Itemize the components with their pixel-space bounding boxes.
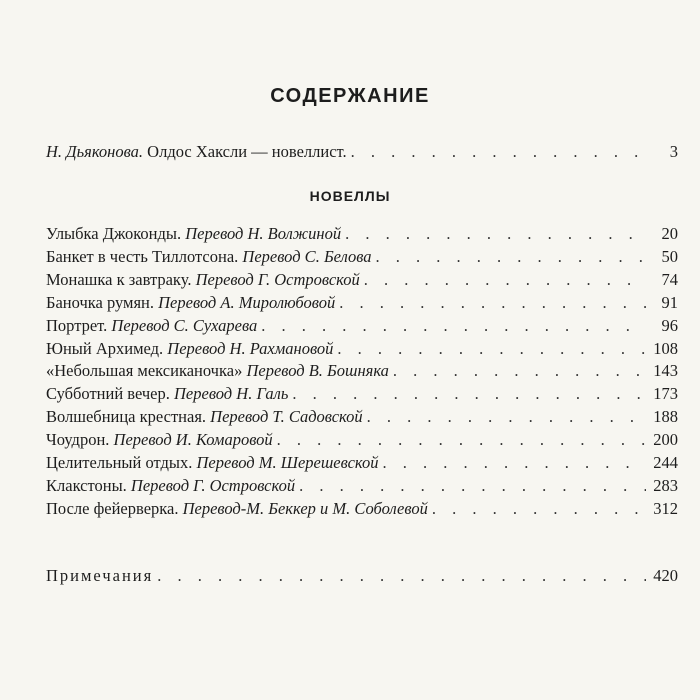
story-title: Чоудрон. xyxy=(46,430,114,450)
toc-entry xyxy=(46,498,678,520)
leader-dots xyxy=(393,360,646,382)
toc-entry xyxy=(46,360,678,382)
translator: Перевод И. Комаровой xyxy=(113,430,273,450)
page-number: 108 xyxy=(653,338,678,358)
translator: Перевод С. Белова xyxy=(242,246,372,266)
page-number: 91 xyxy=(661,292,678,312)
intro-title: Олдос Хаксли — новеллист. xyxy=(143,142,347,161)
story-title: Клакстоны. xyxy=(46,475,131,495)
toc-entry xyxy=(46,246,678,268)
page-number: 312 xyxy=(653,498,678,518)
story-title: Баночка румян. xyxy=(46,292,159,312)
translator: Перевод Н. Волжиной xyxy=(185,224,342,243)
story-title: Волшебница крестная. xyxy=(46,407,211,427)
story-title: Банкет в честь Тиллотсона. xyxy=(46,246,243,266)
toc-entry xyxy=(46,475,678,497)
toc-entry xyxy=(46,429,678,451)
leader-dots xyxy=(157,565,646,587)
toc-entry xyxy=(46,315,678,337)
page-number: 74 xyxy=(661,269,678,289)
toc-entry xyxy=(46,383,678,405)
toc-entry xyxy=(46,269,678,291)
leader-dots xyxy=(351,141,646,163)
translator: Перевод Н. Рахмановой xyxy=(167,338,334,358)
translator: Перевод Г. Островской xyxy=(130,475,296,495)
translator: Перевод В. Бошняка xyxy=(246,361,389,381)
intro-author: Н. Дьяконова. xyxy=(46,142,144,161)
page-number: 420 xyxy=(653,566,678,585)
story-title: «Небольшая мексиканочка» xyxy=(46,361,247,381)
page-number: 96 xyxy=(661,315,678,335)
page-number: 3 xyxy=(669,142,678,161)
leader-dots xyxy=(292,383,646,405)
leader-dots xyxy=(364,269,646,291)
leader-dots xyxy=(299,475,646,497)
notes-label: Примечания xyxy=(46,566,154,585)
toc-entry xyxy=(46,406,678,428)
page-title: СОДЕРЖАНИЕ xyxy=(270,85,430,107)
translator: Перевод Н. Галь xyxy=(174,384,289,404)
section-title: НОВЕЛЛЫ xyxy=(309,188,391,204)
leader-dots xyxy=(277,429,646,451)
page-number: 283 xyxy=(653,475,678,495)
leader-dots xyxy=(261,315,646,337)
story-title: Улыбка Джоконды. xyxy=(46,224,186,243)
leader-dots xyxy=(337,338,646,360)
page-number: 244 xyxy=(653,453,678,472)
toc-entry xyxy=(46,292,678,314)
page-number: 173 xyxy=(653,384,678,404)
page-number: 50 xyxy=(661,246,678,266)
translator: Перевод А. Миролюбовой xyxy=(158,292,336,312)
translator: Перевод С. Сухарева xyxy=(111,315,258,335)
translator: Перевод Т. Садовской xyxy=(210,407,363,427)
intro-entry xyxy=(46,141,678,163)
translator: Перевод-М. Беккер и М. Соболевой xyxy=(182,498,428,518)
story-title: Юный Архимед. xyxy=(46,338,168,358)
translator: Перевод Г. Островской xyxy=(195,269,360,289)
story-title: Монашка к завтраку. xyxy=(46,269,196,289)
story-title: Целительный отдых. xyxy=(46,453,197,472)
leader-dots xyxy=(345,223,646,245)
leader-dots xyxy=(339,292,646,314)
page-number: 200 xyxy=(653,430,678,450)
translator: Перевод М. Шерешевской xyxy=(196,453,379,472)
story-title: Портрет. xyxy=(46,315,112,335)
toc-entry xyxy=(46,223,678,245)
leader-dots xyxy=(432,498,646,520)
leader-dots xyxy=(382,452,646,474)
page-number: 188 xyxy=(653,407,678,427)
leader-dots xyxy=(376,246,646,268)
toc-entry xyxy=(46,338,678,360)
story-title: Субботний вечер. xyxy=(46,384,175,404)
story-title: После фейерверка. xyxy=(46,498,183,518)
toc-entry xyxy=(46,452,678,474)
leader-dots xyxy=(367,406,646,428)
page-number: 20 xyxy=(661,224,678,243)
page-number: 143 xyxy=(653,361,678,381)
notes-entry xyxy=(46,565,678,587)
